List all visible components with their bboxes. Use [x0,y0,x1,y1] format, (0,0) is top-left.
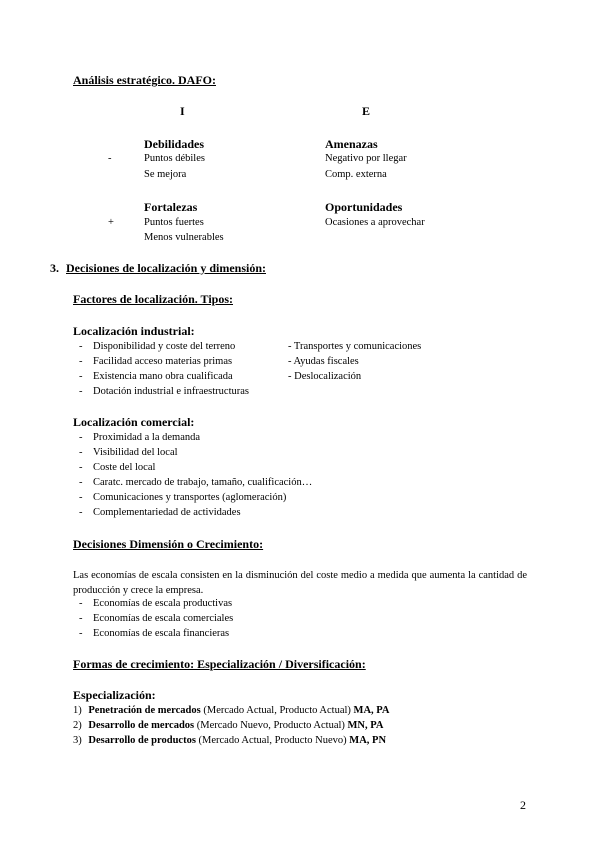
item-bold: Desarrollo de productos [88,735,196,746]
list-item: - Existencia mano obra cualificada [73,370,249,385]
fortalezas-heading: Fortalezas [144,200,198,214]
amenazas-line: Negativo por llegar [325,153,407,164]
fortalezas-line: Puntos fuertes [144,217,204,228]
item-code: MA, PN [349,735,387,746]
fortalezas-marker: + [108,217,114,228]
list-item: - Transportes y comunicaciones [288,341,422,352]
dimension-list [73,597,233,642]
factores-title: Factores de localización. Tipos: [73,292,233,306]
debilidades-marker: - [108,153,112,164]
item-plain: (Mercado Actual, Producto Nuevo) [195,735,350,746]
industrial-heading: Localización industrial: [73,324,195,338]
crecimiento-title: Formas de crecimiento: Especialización / Diversificación: [73,657,366,671]
debilidades-line: Puntos débiles [144,153,205,164]
dimension-paragraph: Las economías de escala consisten en la disminución del coste medio a medida que aumenta la cantidad de producción y crece la empresa. [73,570,527,596]
especializacion-list [73,704,390,749]
list-item: - Dotación industrial e infraestructuras [73,385,249,400]
list-item [73,719,390,734]
list-item: - Complementariedad de actividades [73,506,312,521]
dimension-title: Decisiones Dimensión o Crecimiento: [73,537,264,551]
amenazas-line: Comp. externa [325,169,387,180]
debilidades-line: Se mejora [144,169,187,180]
list-item: - Economías de escala productivas [73,597,233,612]
item-plain: (Mercado Actual, Producto Actual) [200,705,354,716]
page-number: 2 [520,798,526,812]
dafo-external-letter: E [362,104,371,118]
list-item: - Facilidad acceso materias primas [73,355,249,370]
item-code: MA, PA [353,705,390,716]
list-item [73,704,390,719]
list-item: - Comunicaciones y transportes (aglomeración) [73,491,312,506]
list-item: - Ayudas fiscales [288,356,359,367]
item-bold: Desarrollo de mercados [88,720,195,731]
industrial-list-left [73,340,249,400]
amenazas-heading: Amenazas [325,137,378,151]
comercial-heading: Localización comercial: [73,415,195,429]
item-plain: (Mercado Nuevo, Producto Actual) [194,720,348,731]
comercial-list [73,431,312,521]
list-item: - Deslocalización [288,371,362,382]
list-item: - Disponibilidad y coste del terreno [73,340,249,355]
section-number: 3. [50,261,59,275]
oportunidades-heading: Oportunidades [325,200,403,214]
item-code: MN, PA [347,720,384,731]
list-item: - Coste del local [73,461,312,476]
dafo-internal-letter: I [180,104,185,118]
especializacion-heading: Especialización: [73,688,156,702]
industrial-list-right [288,340,421,385]
debilidades-heading: Debilidades [144,137,205,151]
item-number: 3) [73,735,82,746]
item-bold: Penetración de mercados [88,705,201,716]
list-item [73,734,390,749]
fortalezas-line: Menos vulnerables [144,232,224,243]
list-item: - Caratc. mercado de trabajo, tamaño, cualificación… [73,476,312,491]
item-number: 2) [73,720,82,731]
oportunidades-line: Ocasiones a aprovechar [325,217,425,228]
section-title: Decisiones de localización y dimensión: [66,261,266,275]
list-item: - Economías de escala comerciales [73,612,233,627]
list-item: - Proximidad a la demanda [73,431,312,446]
list-item: - Visibilidad del local [73,446,312,461]
list-item: - Economías de escala financieras [73,627,233,642]
dafo-title: Análisis estratégico. DAFO: [73,73,216,87]
item-number: 1) [73,705,82,716]
